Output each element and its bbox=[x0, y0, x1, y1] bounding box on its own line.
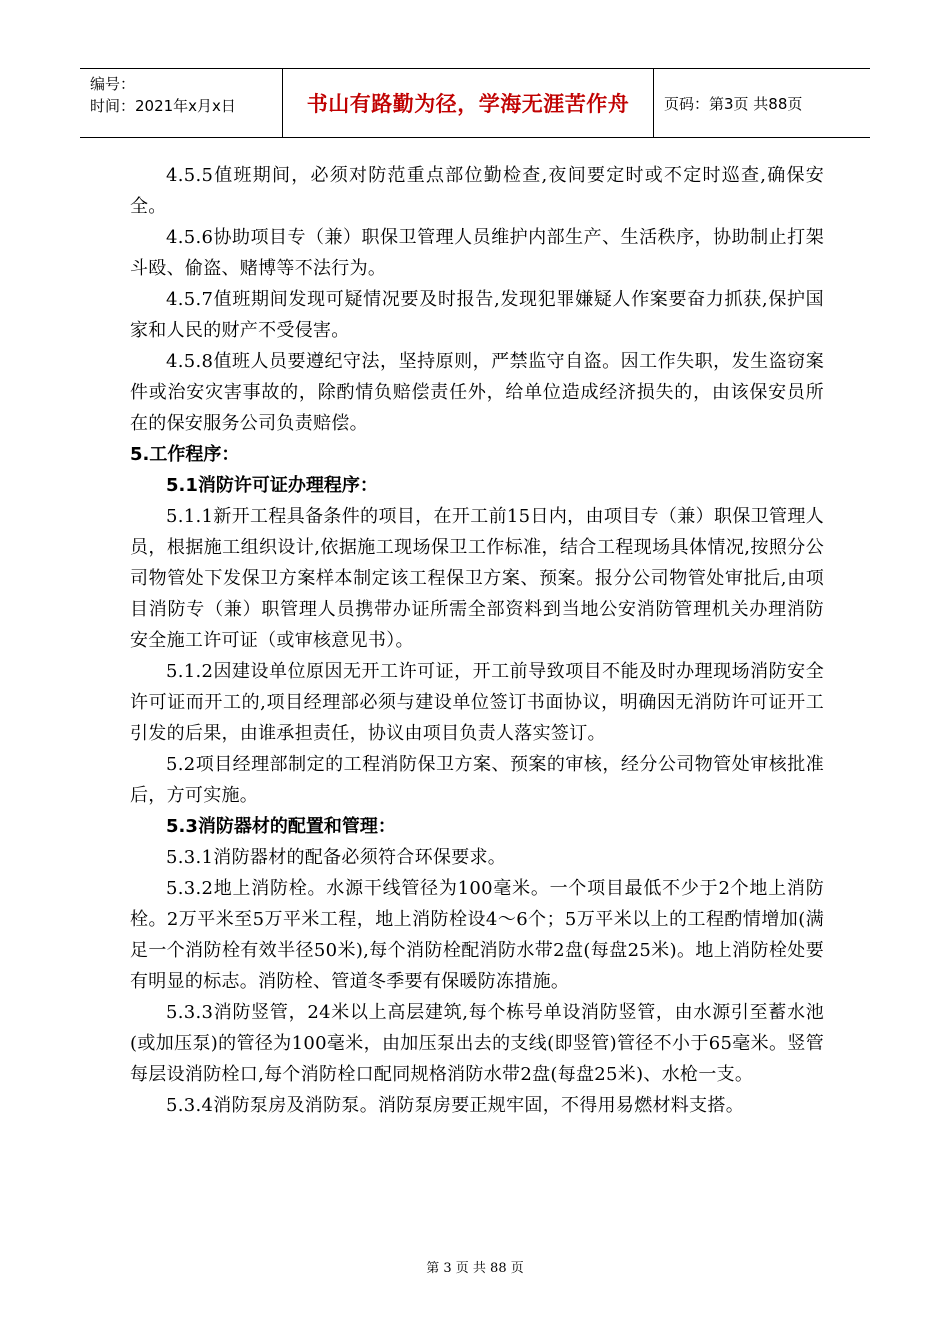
section-heading-5-1: 5.1消防许可证办理程序： bbox=[166, 475, 378, 496]
paragraph-5-3-2: 5.3.2地上消防栓。水源干线管径为100毫米。一个项目最低不少于2个地上消防栓。2万平米至5万平米工程，地上消防栓设4～6个；5万平米以上的工程酌情增加(满足一个消防栓有效半径50米),每个消防栓配消防水带2盘(每盘25米)。地上消防栓处要有明显的标志。消防栓、管道冬季要有保暖防冻措施。 bbox=[130, 878, 824, 992]
document-number-label: 编号： bbox=[90, 75, 136, 93]
paragraph-5-1-1: 5.1.1新开工程具备条件的项目，在开工前15日内，由项目专（兼）职保卫管理人员，根据施工组织设计,依据施工现场保卫工作标准，结合工程现场具体情况,按照分公司物管处下发保卫方案样本制定该工程保卫方案、预案。报分公司物管处审批后,由项目消防专（兼）职管理人员携带办证所需全部资料到当地公安消防管理机关办理消防安全施工许可证（或审核意见书）。 bbox=[130, 506, 824, 651]
section-heading-5: 5.工作程序： bbox=[130, 444, 240, 465]
page-header bbox=[80, 68, 870, 138]
section-heading-5-3: 5.3消防器材的配置和管理： bbox=[166, 816, 396, 837]
document-date: 时间：2021年x月x日 bbox=[90, 97, 236, 115]
page-footer: 第 3 页 共 88 页 bbox=[426, 1261, 524, 1276]
document-body bbox=[130, 160, 824, 1121]
paragraph-5-3-4: 5.3.4消防泵房及消防泵。消防泵房要正规牢固，不得用易燃材料支搭。 bbox=[166, 1095, 744, 1116]
paragraph-4-5-5: 4.5.5值班期间，必须对防范重点部位勤检查,夜间要定时或不定时巡查,确保安全。 bbox=[130, 165, 824, 217]
header-meta bbox=[80, 69, 283, 137]
header-page-code: 页码：第3页 共88页 bbox=[664, 94, 803, 113]
paragraph-5-1-2: 5.1.2因建设单位原因无开工许可证，开工前导致项目不能及时办理现场消防安全许可证而开工的,项目经理部必须与建设单位签订书面协议，明确因无消防许可证开工引发的后果，由谁承担责任，协议由项目负责人落实签订。 bbox=[130, 661, 824, 744]
paragraph-5-2: 5.2项目经理部制定的工程消防保卫方案、预案的审核，经分公司物管处审核批准后，方可实施。 bbox=[130, 754, 824, 806]
paragraph-5-3-3: 5.3.3消防竖管，24米以上高层建筑,每个栋号单设消防竖管，由水源引至蓄水池(或加压泵)的管径为100毫米，由加压泵出去的支线(即竖管)管径不小于65毫米。竖管每层设消防栓口,每个消防栓口配同规格消防水带2盘(每盘25米)、水枪一支。 bbox=[130, 1002, 824, 1085]
paragraph-5-3-1: 5.3.1消防器材的配备必须符合环保要求。 bbox=[166, 847, 507, 868]
paragraph-4-5-6: 4.5.6协助项目专（兼）职保卫管理人员维护内部生产、生活秩序，协助制止打架斗殴、偷盗、赌博等不法行为。 bbox=[130, 227, 824, 279]
header-motto: 书山有路勤为径，学海无涯苦作舟 bbox=[283, 69, 654, 137]
paragraph-4-5-7: 4.5.7值班期间发现可疑情况要及时报告,发现犯罪嫌疑人作案要奋力抓获,保护国家和人民的财产不受侵害。 bbox=[130, 289, 824, 341]
paragraph-4-5-8: 4.5.8值班人员要遵纪守法，坚持原则，严禁监守自盗。因工作失职，发生盗窃案件或治安灾害事故的，除酌情负赔偿责任外，给单位造成经济损失的，由该保安员所在的保安服务公司负责赔偿。 bbox=[130, 351, 824, 434]
